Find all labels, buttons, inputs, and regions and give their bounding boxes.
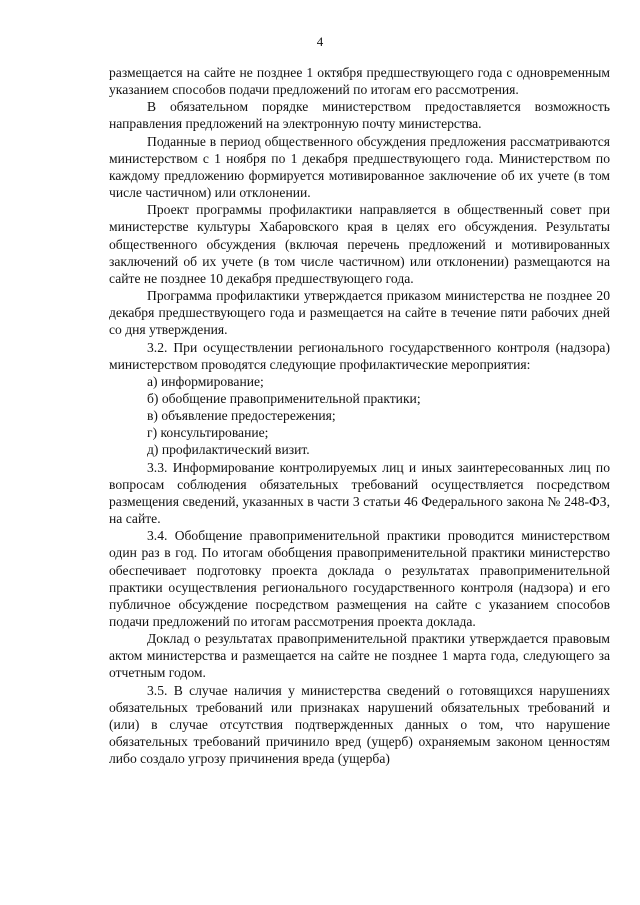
page-number: 4 [316, 34, 324, 49]
paragraph-section-3-5: 3.5. В случае наличия у министерства сведений о готовящихся нарушениях обязательных требований или признаках нарушений обязательных требований и (или) в случае отсутствия подтвержденных данных о том, что нарушение обязательных требований причинило вред (ущерб) охраняемым законом ценностям либо создало угрозу причинения вреда (ущерба) [109, 682, 610, 767]
list-item-v: в) объявление предостережения; [147, 408, 336, 424]
paragraph-email-proposals: В обязательном порядке министерством предоставляется возможность направления предложений на электронную почту министерства. [109, 99, 610, 132]
list-item-b: б) обобщение правоприменительной практики; [147, 390, 421, 406]
list-item-g: г) консультирование; [147, 425, 269, 441]
paragraph-section-3-2: 3.2. При осуществлении регионального государственного контроля (надзора) министерством проводятся следующие профилактические мероприятия: [109, 339, 610, 372]
paragraph-proposals-review: Поданные в период общественного обсуждения предложения рассматриваются министерством с 1 ноября по 1 декабря предшествующего года. Министерством по каждому предложению формируется мотивированное заключение об их учете (в том числе частичном) или отклонении. [109, 133, 610, 201]
paragraph-public-council: Проект программы профилактики направляется в общественный совет при министерстве культуры Хабаровского края в целях его обсуждения. Результаты общественного обсуждения (включая перечень предложений и мотивированных заключений об их учете (в том числе частичном) или отклонении) размещаются на сайте не позднее 10 декабря предшествующего года. [109, 202, 610, 286]
document-body [109, 64, 610, 767]
paragraph-section-3-3: 3.3. Информирование контролируемых лиц и иных заинтересованных лиц по вопросам соблюдения обязательных требований осуществляется посредством размещения сведений, указанных в части 3 статьи 46 Федерального закона № 248-ФЗ, на сайте. [109, 459, 610, 527]
paragraph-program-approval: Программа профилактики утверждается приказом министерства не позднее 20 декабря предшествующего года и размещается на сайте в течение пяти рабочих дней со дня утверждения. [109, 288, 610, 338]
paragraph-section-3-4: 3.4. Обобщение правоприменительной практики проводится министерством один раз в год. По итогам обобщения правоприменительной практики министерство обеспечивает подготовку проекта доклада о результатах правоприменительной практики осуществления регионального государственного контроля (надзора) и его публичное обсуждение посредством размещения на сайте с указанием способов подачи предложений по итогам рассмотрения проекта доклада. [109, 528, 610, 629]
list-item-d: д) профилактический визит. [147, 442, 310, 458]
paragraph-continuation: размещается на сайте не позднее 1 октября предшествующего года с одновременным указанием способов подачи предложений по итогам его рассмотрения. [109, 65, 610, 98]
list-item-a: а) информирование; [147, 373, 264, 389]
paragraph-report-approval: Доклад о результатах правоприменительной практики утверждается правовым актом министерства и размещается на сайте не позднее 1 марта года, следующего за отчетным годом. [109, 631, 610, 681]
